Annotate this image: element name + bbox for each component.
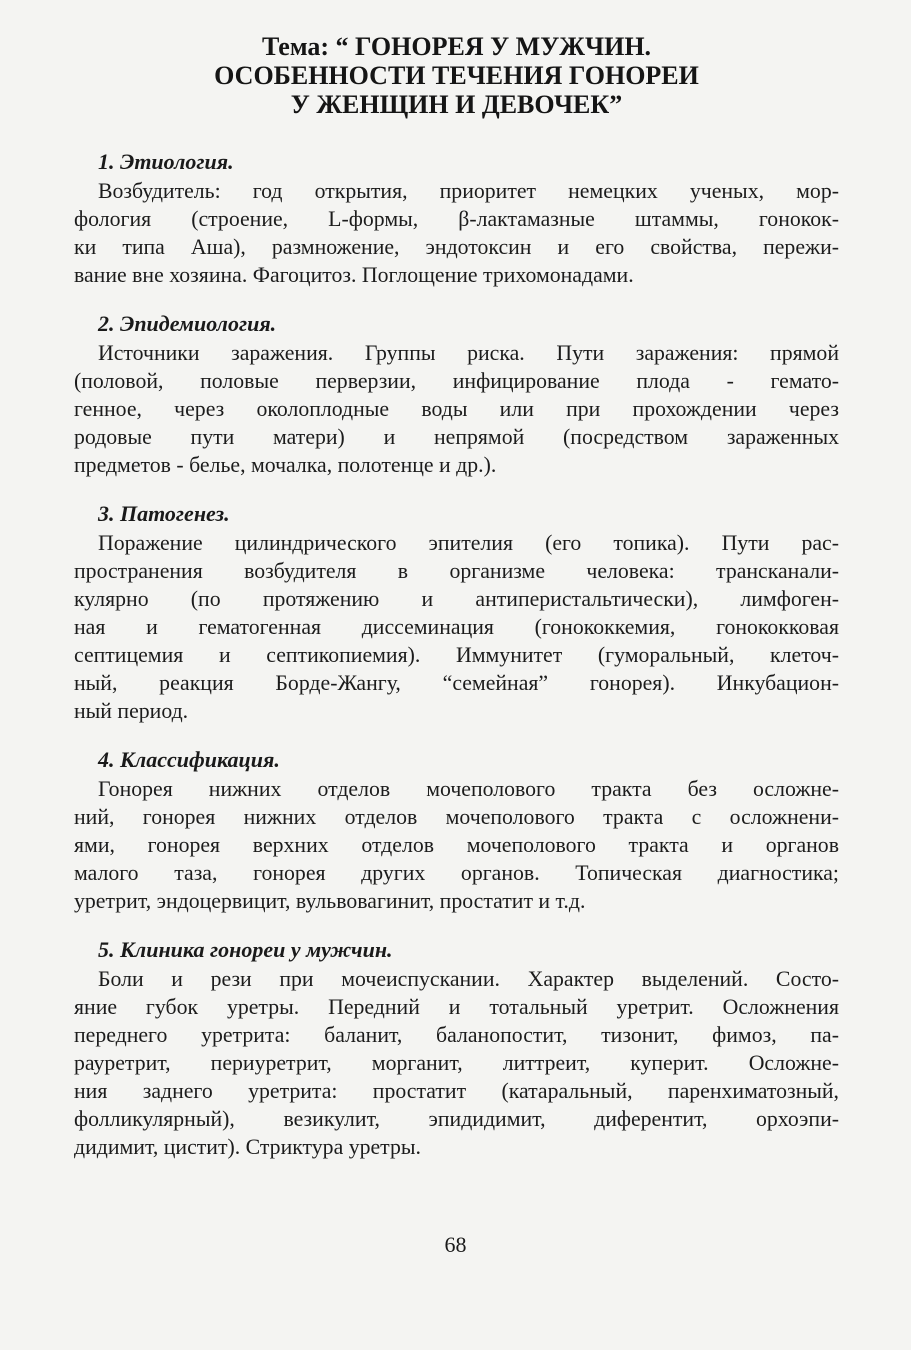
paragraph-line: Боли и рези при мочеиспускании. Характер выделений. Состо- (98, 967, 839, 991)
section (74, 937, 839, 1161)
paragraph-line: Поражение цилиндрического эпителия (его топика). Пути рас- (98, 531, 839, 555)
paragraph-line: септицемия и септикопиемия). Иммунитет (гуморальный, клеточ- (74, 643, 839, 667)
section-heading: 4. Классификация. (98, 747, 280, 772)
paragraph-line: родовые пути матери) и непрямой (посредством зараженных (74, 425, 839, 449)
section-paragraph (74, 177, 839, 289)
paragraph-line: вание вне хозяина. Фагоцитоз. Поглощение трихомонадами. (74, 263, 634, 287)
paragraph-line: пространения возбудителя в организме человека: трансканали- (74, 559, 839, 583)
title-line-2: ОСОБЕННОСТИ ТЕЧЕНИЯ ГОНОРЕИ (214, 61, 699, 90)
paragraph-line: ки типа Аша), размножение, эндотоксин и его свойства, пережи- (74, 235, 839, 259)
paragraph-line: Источники заражения. Группы риска. Пути заражения: прямой (98, 341, 839, 365)
paragraph-line: ний, гонорея нижних отделов мочеполового тракта с осложнени- (74, 805, 839, 829)
page-number: 68 (444, 1232, 467, 1257)
sections-container (74, 149, 839, 1161)
section-heading: 3. Патогенез. (98, 501, 230, 526)
paragraph-line: Возбудитель: год открытия, приоритет немецких ученых, мор- (98, 179, 839, 203)
section-paragraph (74, 339, 839, 479)
paragraph-line: ния заднего уретрита: простатит (катаральный, паренхиматозный, (74, 1079, 839, 1103)
paragraph-line: малого таза, гонорея других органов. Топическая диагностика; (74, 861, 839, 885)
paragraph-line: рауретрит, периуретрит, морганит, литтреит, куперит. Осложне- (74, 1051, 839, 1075)
section-paragraph (74, 529, 839, 725)
section-heading: 1. Этиология. (98, 149, 234, 174)
paragraph-line: ями, гонорея верхних отделов мочеполового тракта и органов (74, 833, 839, 857)
page-title (74, 32, 839, 119)
section (74, 747, 839, 915)
paragraph-line: уретрит, эндоцервицит, вульвовагинит, простатит и т.д. (74, 889, 586, 913)
section-heading: 2. Эпидемиология. (98, 311, 277, 336)
paragraph-line: (половой, половые перверзии, инфицирование плода - гемато- (74, 369, 839, 393)
section (74, 311, 839, 479)
title-line-3: У ЖЕНЩИН И ДЕВОЧЕК” (290, 90, 623, 119)
paragraph-line: переднего уретрита: баланит, баланопостит, тизонит, фимоз, па- (74, 1023, 839, 1047)
section-heading: 5. Клиника гонореи у мужчин. (98, 937, 393, 962)
paragraph-line: ная и гематогенная диссеминация (гонококкемия, гонококковая (74, 615, 839, 639)
paragraph-line: фология (строение, L-формы, β-лактамазные штаммы, гонокок- (74, 207, 839, 231)
page-content (74, 32, 839, 1183)
paragraph-line: кулярно (по протяжению и антиперистальтически), лимфоген- (74, 587, 839, 611)
section (74, 149, 839, 289)
paragraph-line: генное, через околоплодные воды или при прохождении через (74, 397, 839, 421)
section (74, 501, 839, 725)
paragraph-line: предметов - белье, мочалка, полотенце и др.). (74, 453, 497, 477)
title-line-1: Тема: “ ГОНОРЕЯ У МУЖЧИН. (261, 32, 652, 61)
paragraph-line: ный, реакция Борде-Жангу, “семейная” гонорея). Инкубацион- (74, 671, 839, 695)
section-paragraph (74, 965, 839, 1161)
paragraph-line: яние губок уретры. Передний и тотальный уретрит. Осложнения (74, 995, 839, 1019)
section-paragraph (74, 775, 839, 915)
paragraph-line: дидимит, цистит). Стриктура уретры. (74, 1135, 421, 1159)
paragraph-line: ный период. (74, 699, 189, 723)
paragraph-line: фолликулярный), везикулит, эпидидимит, диферентит, орхоэпи- (74, 1107, 839, 1131)
paragraph-line: Гонорея нижних отделов мочеполового тракта без осложне- (98, 777, 839, 801)
